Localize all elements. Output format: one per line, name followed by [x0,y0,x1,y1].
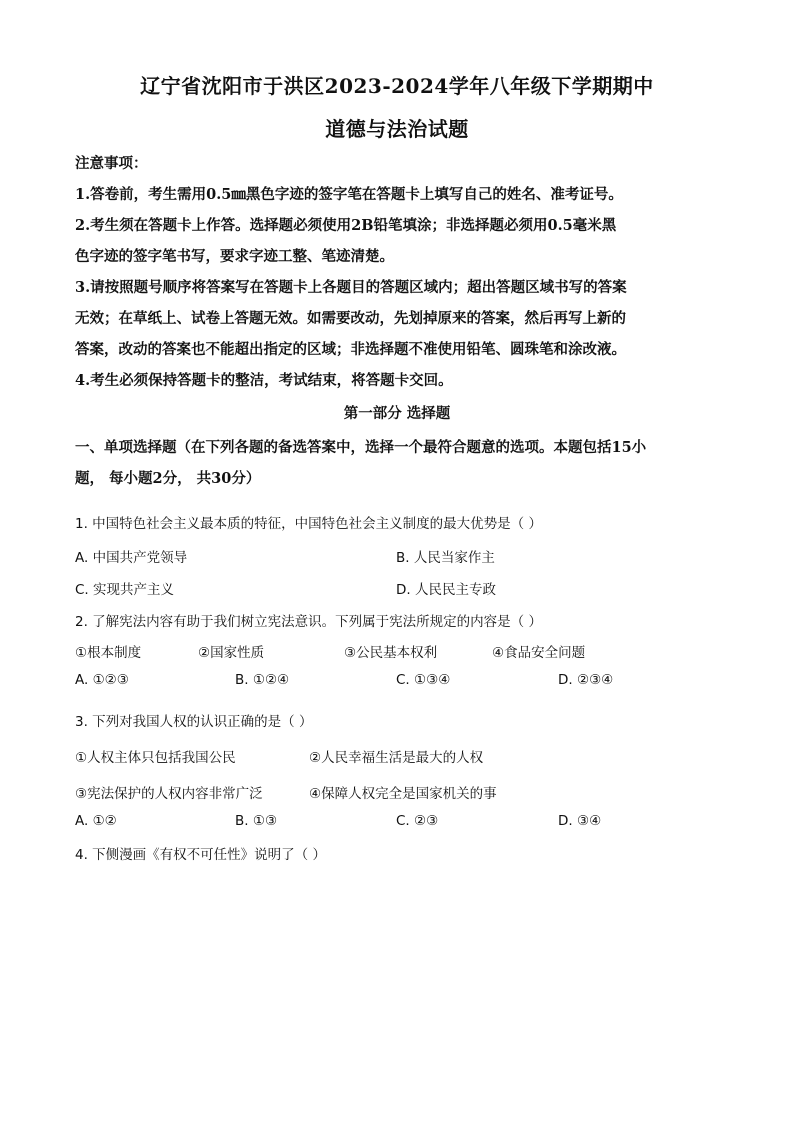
notice-line: 2.考生须在答题卡上作答。选择题必须使用2B铅笔填涂；非选择题必须用0.5毫米黑 [75,217,617,234]
notice-line: 答案，改动的答案也不能超出指定的区域；非选择题不准使用铅笔、圆珠笔和涂改液。 [75,341,626,358]
notice-heading: 注意事项： [75,155,148,172]
exam-title-line1: 辽宁省沈阳市于洪区2023-2024学年八年级下学期期中 [140,74,654,98]
section-heading-cont: 题， 每小题2分， 共30分） [75,470,261,487]
question-3-statement-1: ①人权主体只包括我国公民 [75,750,236,766]
question-3-statement-3: ③宪法保护的人权内容非常广泛 [75,786,263,802]
question-2-statement-4: ④食品安全问题 [492,645,586,661]
question-2-statement-3: ③公民基本权利 [344,645,438,661]
question-3-option-c[interactable]: C. ②③ [396,813,439,829]
question-2-option-c[interactable]: C. ①③④ [396,672,451,688]
question-1-stem: 1. 中国特色社会主义最本质的特征，中国特色社会主义制度的最大优势是（ ） [75,516,542,532]
exam-title-line2: 道德与法治试题 [325,117,469,141]
question-3-stem: 3. 下列对我国人权的认识正确的是（ ） [75,714,313,730]
question-2-statement-2: ②国家性质 [198,645,265,661]
question-3-option-d[interactable]: D. ③④ [558,813,602,829]
question-2-option-a[interactable]: A. ①②③ [75,672,129,688]
question-2-option-b[interactable]: B. ①②④ [235,672,290,688]
question-3-statement-4: ④保障人权完全是国家机关的事 [309,786,497,802]
section-heading: 一、单项选择题（在下列各题的备选答案中，选择一个最符合题意的选项。本题包括15小 [75,439,647,456]
question-1-option-a[interactable]: A. 中国共产党领导 [75,550,188,566]
question-4-stem: 4. 下侧漫画《有权不可任性》说明了（ ） [75,847,326,863]
question-1-option-d[interactable]: D. 人民民主专政 [396,582,496,598]
notice-line: 无效；在草纸上、试卷上答题无效。如需要改动，先划掉原来的答案，然后再写上新的 [75,310,626,327]
notice-line: 1.答卷前，考生需用0.5㎜黑色字迹的签字笔在答题卡上填写自己的姓名、准考证号。 [75,186,623,203]
question-2-option-d[interactable]: D. ②③④ [558,672,614,688]
question-3-option-b[interactable]: B. ①③ [235,813,278,829]
question-1-option-c[interactable]: C. 实现共产主义 [75,582,175,598]
question-1-option-b[interactable]: B. 人民当家作主 [396,550,495,566]
question-3-statement-2: ②人民幸福生活是最大的人权 [309,750,484,766]
question-2-statement-1: ①根本制度 [75,645,142,661]
question-2-stem: 2. 了解宪法内容有助于我们树立宪法意识。下列属于宪法所规定的内容是（ ） [75,614,542,630]
notice-line: 4.考生必须保持答题卡的整洁，考试结束，将答题卡交回。 [75,372,453,389]
notice-line: 3.请按照题号顺序将答案写在答题卡上各题目的答题区域内；超出答题区域书写的答案 [75,279,627,296]
question-3-option-a[interactable]: A. ①② [75,813,117,829]
notice-line: 色字迹的签字笔书写，要求字迹工整、笔迹清楚。 [75,248,394,265]
part-title: 第一部分 选择题 [343,405,451,422]
